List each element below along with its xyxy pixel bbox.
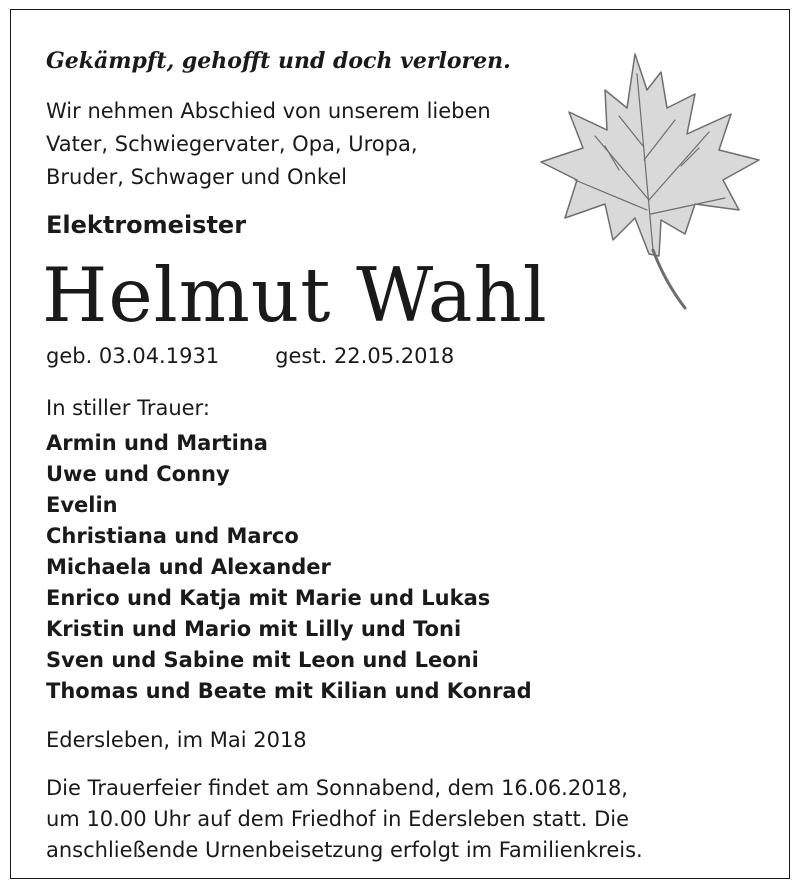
mourner-entry: Christiana und Marco: [46, 524, 299, 548]
service-line: um 10.00 Uhr auf dem Friedhof in Edersleben statt. Die: [46, 807, 630, 831]
leaf-shape: [541, 54, 759, 256]
mourner-entry: Evelin: [46, 493, 118, 517]
mourner-entry: Enrico und Katja mit Marie und Lukas: [46, 586, 491, 610]
deceased-name: Helmut Wahl: [42, 251, 548, 339]
mourner-entry: Armin und Martina: [46, 431, 268, 455]
profession: Elektromeister: [46, 211, 247, 239]
maple-leaf-icon: [535, 50, 765, 312]
mourning-label: In stiller Trauer:: [46, 396, 210, 420]
mourner-entry: Michaela und Alexander: [46, 555, 331, 579]
life-dates: [46, 344, 454, 368]
intro-line: Wir nehmen Abschied von unserem lieben: [46, 99, 491, 123]
place-and-date: Edersleben, im Mai 2018: [46, 728, 307, 752]
mourners-list: [46, 428, 532, 707]
birth-date: geb. 03.04.1931: [46, 344, 220, 368]
service-line: anschließende Urnenbeisetzung erfolgt im Familienkreis.: [46, 838, 643, 862]
intro-line: Bruder, Schwager und Onkel: [46, 165, 348, 189]
service-line: Die Trauerfeier findet am Sonnabend, dem 16.06.2018,: [46, 776, 628, 800]
leaf-stem: [653, 250, 685, 308]
intro-line: Vater, Schwiegervater, Opa, Uropa,: [46, 132, 418, 156]
intro-text: [46, 95, 491, 194]
mourner-entry: Thomas und Beate mit Kilian und Konrad: [46, 679, 532, 703]
motto: Gekämpft, gehofft und doch verloren.: [46, 48, 511, 74]
mourner-entry: Sven und Sabine mit Leon und Leoni: [46, 648, 479, 672]
death-date: gest. 22.05.2018: [275, 344, 455, 368]
mourner-entry: Uwe und Conny: [46, 462, 230, 486]
funeral-service-info: [46, 773, 643, 866]
mourner-entry: Kristin und Mario mit Lilly und Toni: [46, 617, 462, 641]
